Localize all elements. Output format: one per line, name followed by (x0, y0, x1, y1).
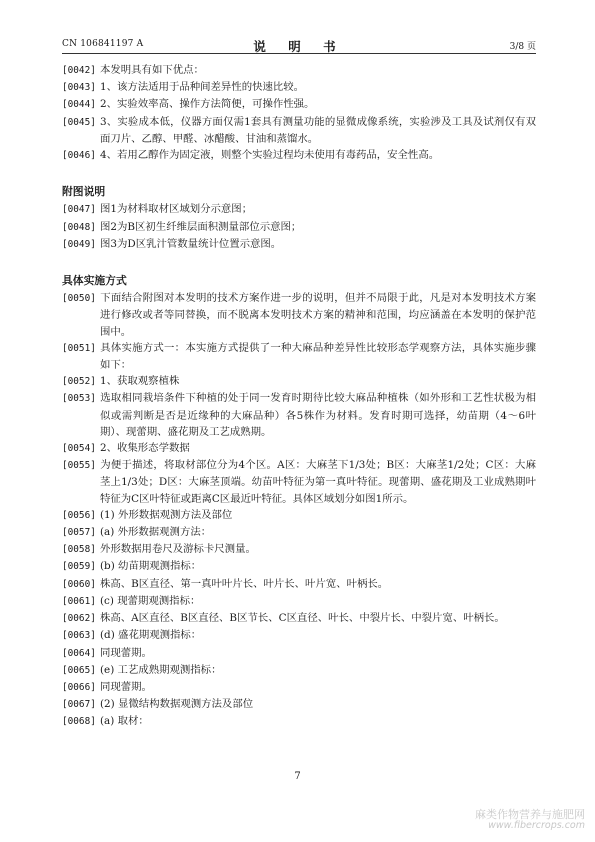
paragraph (62, 713, 536, 730)
paragraph-number: [0053] (62, 393, 96, 405)
paragraph-number: [0059] (62, 561, 96, 573)
paragraph-text: 下面结合附图对本发明的技术方案作进一步的说明，但并不局限于此，凡是对本发明技术方案进行修改或者等同替换，而不脱离本发明技术方案的精神和范围，均应涵盖在本发明的保护范围中。 (100, 292, 536, 338)
paragraph (62, 96, 536, 113)
paragraph-text: 图1为材料取材区域划分示意图； (100, 203, 253, 216)
page-number: 7 (294, 771, 301, 782)
paragraph-number: [0048] (62, 221, 96, 233)
paragraph (62, 524, 536, 541)
paragraph-number: [0064] (62, 647, 96, 659)
paragraph (62, 679, 536, 696)
page-indicator: 3/8 页 (509, 42, 536, 52)
paragraph-text: 1、该方法适用于品种间差异性的快速比较。 (100, 81, 305, 94)
paragraph (62, 593, 536, 610)
watermark-text: 麻类作物营养与施肥网 (475, 808, 585, 821)
paragraph-number: [0056] (62, 509, 96, 521)
paragraph-number: [0042] (62, 65, 96, 76)
paragraph-number: [0055] (62, 460, 96, 472)
paragraph-text: 选取相同栽培条件下种植的处于同一发育时期待比较大麻品种植株（如外形和工艺性状极为相似或需判断是否是近缘种的大麻品种）各5株作为材料。发育时期可选择，幼苗期（4～6叶期）、现蕾期、盛花期及工艺成熟期。 (100, 392, 536, 438)
paragraph-text: 图3为D区乳汁管数量统计位置示意图。 (100, 237, 282, 250)
paragraph (62, 627, 536, 644)
paragraph (62, 662, 536, 679)
paragraph-number: [0063] (62, 630, 96, 642)
paragraph-text: 株高、A区直径、B区直径、B区节长、C区直径、叶长、中裂片长、中裂片宽、叶柄长。 (100, 612, 505, 625)
page-header (62, 37, 536, 54)
section-spacer (62, 164, 536, 170)
paragraph-text: (b) 幼苗期观测指标： (100, 560, 202, 573)
paragraph-text: 为便于描述，将取材部位分为4个区。A区：大麻茎下1/3处；B区：大麻茎1/2处；C区：大麻茎上1/3处；D区：大麻茎顶端。幼苗叶特征为第一真叶特征。现蕾期、盛花期及工业成熟期叶特征为C区叶特征或距离C区最近叶特征。具体区域划分如图1所示。 (100, 459, 536, 505)
paragraph-number: [0047] (62, 204, 96, 216)
paragraph (62, 440, 536, 457)
paragraph-text: (a) 外形数据观测方法： (100, 526, 212, 539)
paragraph (62, 340, 536, 373)
paragraph (62, 290, 536, 340)
paragraph (62, 541, 536, 558)
paragraph (62, 457, 536, 507)
paragraph (62, 507, 536, 524)
paragraph-text: 外形数据用卷尺及游标卡尺测量。 (100, 543, 256, 556)
document-body (62, 62, 536, 731)
section-heading: 附图说明 (62, 185, 106, 199)
paragraph-number: [0050] (62, 293, 96, 305)
paragraph-number: [0062] (62, 613, 96, 625)
document-title: 说 明 书 (253, 39, 345, 54)
paragraph-number: [0057] (62, 527, 96, 539)
paragraph (62, 114, 536, 147)
paragraph-number: [0060] (62, 578, 96, 590)
paragraph-text: 本发明具有如下优点： (100, 64, 204, 76)
paragraph-text: 同现蕾期。 (100, 680, 152, 693)
paragraph-text: 2、收集形态学数据 (100, 442, 190, 455)
paragraph-number: [0051] (62, 342, 96, 354)
paragraph (62, 373, 536, 390)
paragraph-text: (2) 显微结构数据观测方法及部位 (100, 698, 254, 711)
watermark-url: www.fibercrops.com (488, 820, 585, 831)
section-spacer (62, 253, 536, 259)
paragraph (62, 79, 536, 96)
paragraph-text: (a) 取材： (100, 715, 149, 728)
paragraph-text: 4、若用乙醇作为固定液，则整个实验过程均未使用有毒药品，安全性高。 (100, 149, 440, 162)
paragraph-number: [0066] (62, 681, 96, 693)
paragraph-number: [0054] (62, 443, 96, 455)
paragraph-number: [0067] (62, 699, 96, 711)
paragraph-number: [0058] (62, 544, 96, 556)
paragraph-number: [0061] (62, 595, 96, 607)
paragraph-text: 同现蕾期。 (100, 646, 152, 659)
paragraph-number: [0049] (62, 238, 96, 250)
paragraph-number: [0044] (62, 99, 96, 111)
paragraph-text: (1) 外形数据观测方法及部位 (100, 508, 233, 521)
paragraph (62, 236, 536, 253)
paragraph-text: 株高、B区直径、第一真叶叶片长、叶片长、叶片宽、叶柄长。 (100, 577, 389, 590)
paragraph (62, 558, 536, 575)
paragraph (62, 576, 536, 593)
paragraph-text: (e) 工艺成熟期观测指标： (100, 663, 222, 676)
paragraph-text: (d) 盛花期观测指标： (100, 629, 202, 642)
paragraph-number: [0045] (62, 116, 96, 128)
paragraph (62, 610, 536, 627)
paragraph (62, 147, 536, 164)
paragraph-text: (c) 现蕾期观测指标： (100, 594, 201, 607)
paragraph (62, 390, 536, 440)
paragraph (62, 219, 536, 236)
paragraph-number: [0052] (62, 376, 96, 388)
section-heading: 具体实施方式 (62, 274, 127, 288)
paragraph-number: [0046] (62, 150, 96, 162)
paragraph-text: 图2为B区初生纤维层面积测量部位示意图； (100, 220, 302, 233)
paragraph-number: [0068] (62, 716, 96, 728)
paragraph-text: 3、实验成本低，仪器方面仅需1套具有测量功能的显微成像系统，实验涉及工具及试剂仅有双面刀片、乙醇、甲醛、冰醋酸、甘油和蒸馏水。 (100, 115, 536, 145)
paragraph (62, 645, 536, 662)
paragraph-text: 具体实施方式一：本实施方式提供了一种大麻品种差异性比较形态学观察方法，具体实施步骤如下： (100, 341, 536, 372)
paragraph (62, 201, 536, 218)
paragraph-text: 2、实验效率高、操作方法简便，可操作性强。 (100, 98, 315, 111)
paragraph (62, 62, 536, 79)
paragraph-text: 1、获取观察植株 (100, 375, 180, 388)
patent-number: CN 106841197 A (62, 39, 144, 49)
paragraph (62, 696, 536, 713)
paragraph-number: [0043] (62, 82, 96, 94)
paragraph-number: [0065] (62, 664, 96, 676)
